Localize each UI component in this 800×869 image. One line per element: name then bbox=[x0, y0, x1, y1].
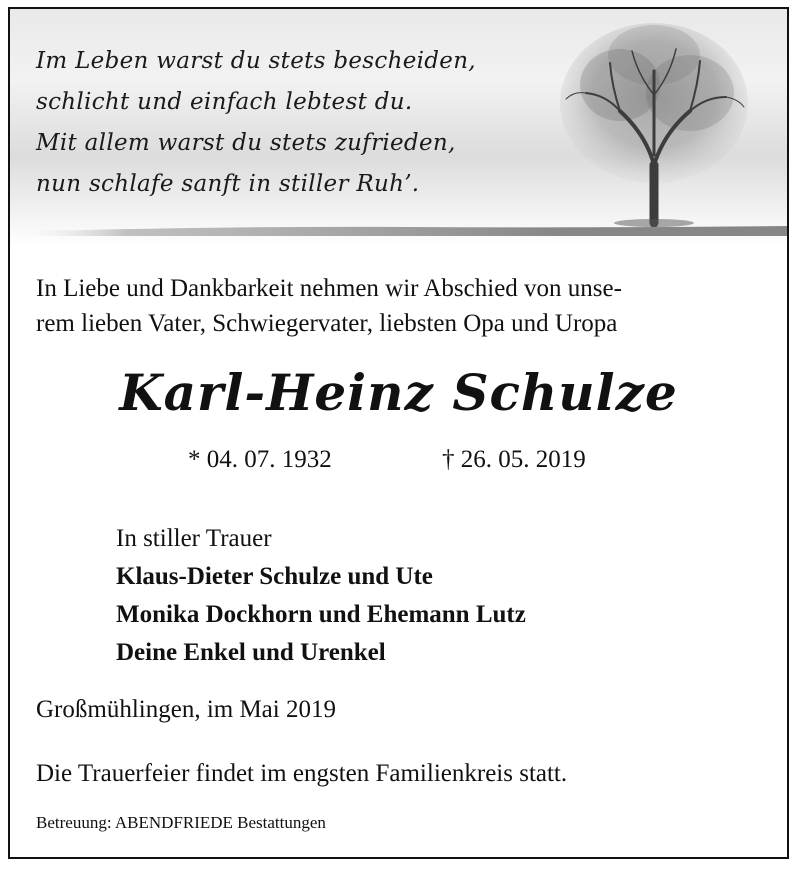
poem bbox=[36, 41, 476, 205]
obituary-notice bbox=[8, 7, 789, 859]
poem-line: Im Leben warst du stets bescheiden, bbox=[36, 48, 476, 74]
poem-line: Mit allem warst du stets zufrieden, bbox=[36, 130, 456, 156]
deceased-name: Karl-Heinz Schulze bbox=[119, 363, 678, 422]
mourners-heading: In stiller Trauer bbox=[116, 525, 272, 552]
intro-line: In Liebe und Dankbarkeit nehmen wir Abschied von unse- bbox=[36, 275, 622, 302]
poem-line: nun schlafe sanft in stiller Ruh’. bbox=[36, 171, 420, 197]
intro-text bbox=[36, 271, 622, 341]
death-date: † 26. 05. 2019 bbox=[442, 446, 586, 473]
mourner-name: Klaus-Dieter Schulze und Ute bbox=[116, 563, 433, 590]
mourners-block bbox=[116, 520, 526, 672]
intro-line: rem lieben Vater, Schwiegervater, liebsten Opa und Uropa bbox=[36, 310, 618, 337]
care-note: Betreuung: ABENDFRIEDE Bestattungen bbox=[36, 813, 326, 832]
birth-date: * 04. 07. 1932 bbox=[188, 446, 332, 473]
mourner-name: Monika Dockhorn und Ehemann Lutz bbox=[116, 601, 526, 628]
place-date: Großmühlingen, im Mai 2019 bbox=[36, 696, 336, 723]
mourner-name: Deine Enkel und Urenkel bbox=[116, 639, 386, 666]
poem-line: schlicht und einfach lebtest du. bbox=[36, 89, 413, 115]
tree-icon bbox=[550, 15, 750, 227]
ceremony-note: Die Trauerfeier findet im engsten Familienkreis statt. bbox=[36, 760, 568, 787]
header-image bbox=[10, 9, 787, 247]
